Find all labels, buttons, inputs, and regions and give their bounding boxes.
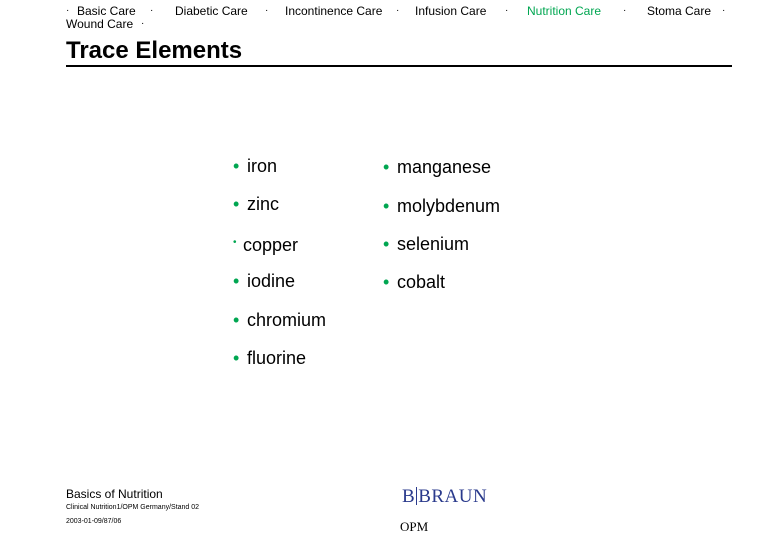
list-item-label: molybdenum: [397, 196, 501, 216]
list-item: [383, 233, 469, 255]
bullet-icon: •: [233, 156, 240, 176]
bullet-icon: •: [233, 194, 240, 214]
list-item: [233, 270, 295, 292]
bullet-icon: •: [233, 348, 240, 368]
bullet-icon: •: [383, 234, 390, 254]
nav-item-diabetic-care[interactable]: Diabetic Care: [175, 4, 248, 18]
list-item-label: iron: [247, 156, 278, 176]
nav-item-wound-care[interactable]: Wound Care: [66, 17, 134, 31]
footer-date-code: 2003-01-09/87/06: [66, 518, 122, 525]
list-item: [233, 347, 306, 369]
bullet-icon: •: [383, 272, 390, 292]
bullet-icon: •: [383, 196, 390, 216]
list-item-label: zinc: [247, 194, 280, 214]
footer-title: Basics of Nutrition: [66, 487, 163, 501]
nav-item-incontinence-care[interactable]: Incontinence Care: [285, 4, 383, 18]
list-item-label: cobalt: [397, 272, 446, 292]
nav-item-basic-care[interactable]: Basic Care: [77, 4, 136, 18]
nav-separator: ·: [141, 18, 145, 29]
bullet-icon: •: [233, 271, 240, 291]
list-item-label: iodine: [247, 271, 296, 291]
logo-caption: OPM: [400, 519, 429, 534]
list-item: [383, 156, 491, 178]
list-item: [383, 271, 445, 293]
list-item: [233, 155, 277, 177]
nav-separator: ·: [623, 5, 627, 16]
bullet-icon: •: [233, 310, 240, 330]
nav-separator: ·: [66, 5, 70, 16]
list-item: [233, 193, 279, 215]
nav-separator: ·: [150, 5, 154, 16]
footer-subtitle: Clinical Nutrition1/OPM Germany/Stand 02: [66, 504, 200, 511]
nav-separator: ·: [265, 5, 269, 16]
nav-separator: ·: [722, 5, 726, 16]
nav-item-infusion-care[interactable]: Infusion Care: [415, 4, 487, 18]
bullet-icon: •: [383, 157, 390, 177]
list-item-label: fluorine: [247, 348, 307, 368]
logo-text-left: B: [402, 486, 416, 507]
bbraun-logo: [402, 486, 487, 508]
title-divider: [66, 65, 732, 67]
list-item-label: selenium: [397, 234, 470, 254]
list-item-label: chromium: [247, 310, 327, 330]
bullet-icon: •: [233, 237, 237, 248]
list-item-label: copper: [243, 235, 299, 255]
nav-separator: ·: [505, 5, 509, 16]
nav-item-nutrition-care[interactable]: Nutrition Care: [527, 4, 602, 18]
nav-separator: ·: [396, 5, 400, 16]
page-title: Trace Elements: [66, 37, 243, 64]
list-item-label: manganese: [397, 157, 492, 177]
nav-item-stoma-care[interactable]: Stoma Care: [647, 4, 712, 18]
list-item: [383, 195, 500, 217]
logo-text-right: BRAUN: [418, 486, 488, 507]
list-item: [233, 309, 326, 331]
list-item: [233, 232, 298, 256]
